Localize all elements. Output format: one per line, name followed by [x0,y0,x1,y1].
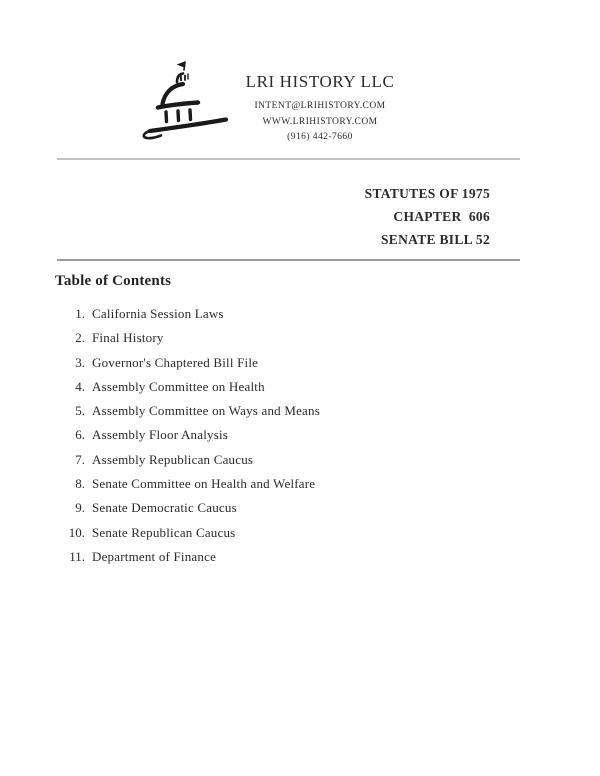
company-email: INTENT@LRIHISTORY.COM [254,101,386,111]
toc-item [55,525,475,549]
toc-item-label: Governor's Chaptered Bill File [92,354,259,370]
toc-item [55,330,475,354]
toc-item [55,379,475,403]
toc-item-number: 7. [75,451,85,467]
statutes-line: STATUTES OF 1975 [364,186,490,201]
toc-item-label: Senate Committee on Health and Welfare [92,476,316,492]
toc-item-number: 1. [75,306,85,321]
toc-item-label: Senate Republican Caucus [92,524,236,540]
toc-item-number: 8. [75,476,85,492]
toc-item-number: 9. [75,500,85,516]
toc-item-label: Assembly Republican Caucus [92,451,254,467]
toc-item-number: 11. [69,548,85,564]
toc-item [55,476,475,500]
toc-item-label: Assembly Floor Analysis [92,427,229,443]
toc-item [55,549,475,573]
toc-item [55,427,475,451]
toc-item [55,403,475,427]
company-phone: (916) 442-7660 [287,132,353,142]
toc-item-number: 2. [75,330,85,346]
toc-item-label: Assembly Committee on Health [92,378,265,394]
divider-top [57,158,520,160]
toc-item [55,355,475,379]
company-website: WWW.LRIHISTORY.COM [262,116,378,127]
toc-item-number: 10. [68,524,85,540]
toc-item-label: Final History [92,330,164,346]
senate-bill-line: SENATE BILL 52 [381,232,490,247]
statute-reference [365,182,490,251]
toc-title: Table of Contents [55,273,172,289]
toc-item-label: Assembly Committee on Ways and Means [92,403,320,419]
toc-item-label: California Session Laws [92,306,224,321]
toc-list [55,306,475,573]
capitol-dome-logo-icon [138,58,232,146]
toc-item-number: 6. [75,427,85,443]
toc-item-label: Senate Democratic Caucus [92,500,237,516]
toc-item [55,306,475,330]
chapter-line: CHAPTER 606 [393,209,490,224]
toc-item [55,500,475,524]
toc-item-number: 4. [75,378,85,394]
letterhead [224,72,416,146]
toc-item-number: 3. [75,354,85,370]
toc-item [55,452,475,476]
company-name: LRI HISTORY LLC [245,72,395,91]
toc-item-number: 5. [75,403,85,419]
toc-item-label: Department of Finance [92,548,217,564]
divider-bottom [57,259,520,261]
